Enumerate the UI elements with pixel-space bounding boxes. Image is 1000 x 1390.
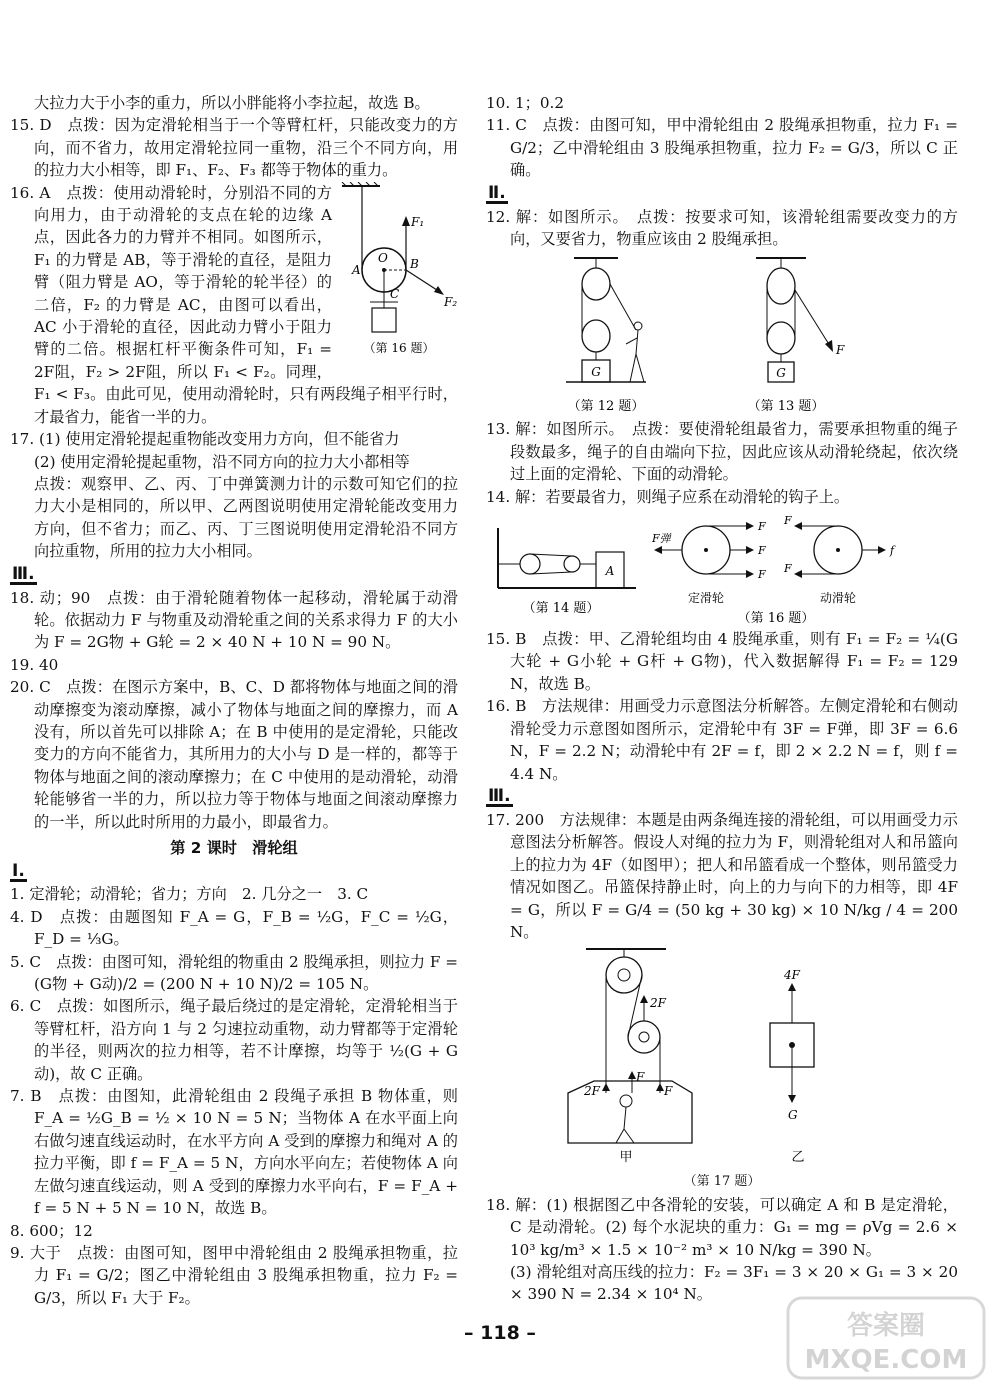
text-line: 大拉力大于小李的重力，所以小胖能将小李拉起，故选 B。 [34, 94, 430, 112]
label-dong: 动滑轮 [819, 591, 857, 606]
label-O: O [378, 250, 388, 265]
figure-12 [566, 258, 646, 414]
answer-10: 10. 1；0.2 [486, 94, 564, 112]
answer-19: 19. 40 [10, 655, 59, 674]
answer-17-3: 点拨：观察甲、乙、丙、丁中弹簧测力计的示数可知它们的拉力大小是相同的，所以甲、乙两图说明使用定滑轮能改变用力方向，但不省力；而乙、丙、丁三图说明使用定滑轮沿不同方向拉重物，所用的拉力大小相同。 [34, 474, 458, 561]
figure-14-caption: （第 14 题） [522, 601, 600, 617]
figure-16-caption: （第 16 题） [363, 340, 435, 355]
page-number: – 118 – [464, 1322, 536, 1344]
answer-13: 13. 解：如图所示。 点拨：要使滑轮组最省力，需要承担物重的绳子段数最多，绳子的自由端向下拉，因此应该从动滑轮绕起，依次绕过上面的定滑轮、下面的动滑轮。 [486, 420, 958, 484]
svg-text:F: F [758, 520, 766, 534]
answer-17-2: (2) 使用定滑轮提起重物，沿不同方向的拉力大小都相等 [34, 452, 410, 471]
answer-6: 6. C 点拨：如图所示，绳子最后绕过的是定滑轮，定滑轮相当于等臂杠杆，沿方向 1 与 2 匀速拉动重物，动力臂都等于定滑轮的半径，则两次的拉力相等，若不计摩擦，均等于 ½(G + G动)，故 C 正确。 [10, 997, 458, 1083]
answer-5: 5. C 点拨：由图可知，滑轮组的物重由 2 股绳承担，则拉力 F = (G物 + G动)/2 = (200 N + 10 N)/2 = 105 N。 [10, 952, 458, 994]
svg-text:F: F [664, 1084, 673, 1099]
fig12-G: G [591, 365, 601, 380]
lesson-title: 第 2 课时 滑轮组 [170, 839, 298, 857]
section-marker-1: Ⅰ. [12, 860, 25, 881]
watermark-logo [786, 1296, 986, 1380]
label-A: A [352, 262, 361, 277]
answer-17-r: 17. 200 方法规律：本题是由两条绳连接的滑轮组，可以用画受力示意图法分析解答。假设人对绳的拉力为 F，则滑轮组对人和吊篮向上的拉力为 4F（如图甲）；把人和吊篮看成一个整体，则吊篮受力情况如图乙。吊篮保持静止时，向上的力与向下的力相等，即 4F = G，所以 F = G/4 = (50 kg + 30 kg) × 10 N/kg / 4 = 200 N。 [486, 810, 958, 941]
svg-text:答案圈: 答案圈 [846, 1311, 926, 1341]
figure-13-caption: （第 13 题） [747, 399, 825, 415]
figures-12-13 [486, 250, 958, 418]
figure-17 [486, 943, 958, 1171]
figure-17-caption: （第 17 题） [683, 1174, 761, 1190]
svg-text:F: F [758, 544, 766, 558]
section-marker-2: Ⅱ. [488, 183, 506, 204]
pulley-diagram-16 [340, 182, 458, 358]
answer-16-block [10, 182, 458, 428]
answer-16: 16. A 点拨：使用动滑轮时，分别沿不同的方向用力，由于动滑轮的支点在轮的边缘 A 点，因此各力的力臂并不相同。如图所示，F₁ 的力臂是 AB，等于滑轮的直径，是阻力臂（阻力臂是 AO，等于滑轮的轮半径）的二倍，F₂ 的力臂是 AC，由图可以看出，AC 小于滑轮的直径，因此动力臂小于阻力臂的二倍。根据杠杆平衡条件可知，F₁ = 2F阻，F₂ > 2F阻，所以 F₁ < F₂。同理，F₁ < F₃。由此可见，使用动滑轮时，只有两段绳子相平行时，才最省力，能省一半的力。 [10, 183, 458, 426]
label-F2: F₂ [444, 294, 458, 309]
answer-18-r-2: (3) 滑轮组对高压线的拉力：F₂ = 3F₁ = 3 × 20 × G₁ = 3 × 20 × 390 N = 2.34 × 10⁴ N。 [510, 1262, 958, 1304]
label-ding: 定滑轮 [687, 591, 725, 606]
answer-9: 9. 大于 点拨：由图可知，图甲中滑轮组由 2 股绳承担物重，拉力 F₁ = G/2；图乙中滑轮组由 3 股绳承担物重，拉力 F₂ = G/3，所以 F₁ 大于 F₂。 [10, 1243, 458, 1307]
label-jia: 甲 [619, 1150, 633, 1166]
svg-text:G: G [788, 1108, 798, 1123]
svg-text:MXQE.COM: MXQE.COM [804, 1345, 968, 1375]
answer-1-3: 1. 定滑轮；动滑轮；省力；方向 2. 几分之一 3. C [10, 885, 369, 904]
label-C: C [390, 286, 400, 301]
figure-13 [748, 258, 845, 414]
answer-8: 8. 600；12 [10, 1221, 93, 1240]
right-column [486, 92, 958, 1306]
answer-12: 12. 解：如图所示。 点拨：按要求可知，该滑轮组需要改变力的方向，又要省力，物重应该由 2 股绳承担。 [486, 207, 958, 249]
answer-11: 11. C 点拨：由图可知，甲中滑轮组由 2 股绳承担物重，拉力 F₁ = G/2；乙中滑轮组由 3 股绳承担物重，拉力 F₂ = G/3，所以 C 正确。 [486, 116, 958, 180]
figure-12-caption: （第 12 题） [567, 399, 645, 415]
figure-16 [340, 182, 458, 358]
fig14-A: A [605, 564, 615, 579]
figure-16-force [651, 514, 896, 626]
answer-16-r: 16. B 方法规律：用画受力示意图法分析解答。左侧定滑轮和右侧动滑轮受力示意图如图所示，定滑轮中有 3F = F弹，即 3F = 6.6 N，F = 2.2 N；动滑轮中有 2F = f，即 2 × 2.2 N = f，则 f = 4.4 N。 [486, 697, 958, 783]
label-yi: 乙 [791, 1150, 805, 1166]
fig13-G: G [776, 366, 786, 381]
figure-16-caption-right: （第 16 题） [737, 611, 815, 627]
answer-7: 7. B 点拨：由图知，此滑轮组由 2 段绳子承担 B 物体重，则 F_A = ½G_B = ½ × 10 N = 5 N；当物体 A 在水平面上向右做匀速直线运动时，在水平方向 A 受到的摩擦力和绳对 A 的拉力平衡，即 f = F_A = 5 N，方向水平向左；若使物体 A 向左做匀速直线运动，则 A 受到的摩擦力水平向右，F = F_A + f = 5 N + 5 N = 10 N，故选 B。 [10, 1087, 458, 1218]
left-column [10, 92, 458, 1309]
section-marker-3: Ⅲ. [12, 564, 35, 585]
svg-text:2F: 2F [650, 996, 666, 1011]
answer-20: 20. C 点拨：在图示方案中，B、C、D 都将物体与地面之间的滑动摩擦变为滚动摩擦，减小了物体与地面之间的摩擦力，而 A 没有，所以首先可以排除 A；在 B 中使用的是定滑轮，只能改变力的方向不能省力，其所用力的大小与 D 是一样的，都等于物体与地面之间的滚动摩擦力；在 C 中使用的是动滑轮，动滑轮能够省一半的力，所以拉力等于物体与地面之间滚动摩擦力的一半，所以此时所用的力最小，即最省力。 [10, 678, 458, 831]
figure-14 [498, 528, 636, 616]
answer-15: 15. D 点拨：因为定滑轮相当于一个等臂杠杆，只能改变力的方向，而不省力，故用定滑轮拉同一重物，沿三个不同方向，用的拉力大小相等，即 F₁、F₂、F₃ 都等于物体的重力。 [10, 116, 458, 180]
answer-18: 18. 动；90 点拨：由于滑轮随着物体一起移动，滑轮属于动滑轮。依据动力 F 与物重及动滑轮重之间的关系求得力 F 的大小为 F = 2G物 + G轮 = 2 × 40 N + 10 N = 90 N。 [10, 588, 458, 652]
figures-14-16 [486, 508, 958, 628]
answer-4: 4. D 点拨：由题图知 F_A = G，F_B = ½G，F_C = ½G，F_D = ⅓G。 [10, 907, 458, 949]
fig16-f: f [890, 544, 895, 558]
answer-14: 14. 解：若要最省力，则绳子应系在动滑轮的钩子上。 [486, 487, 850, 506]
svg-text:F: F [758, 568, 766, 582]
label-F1: F₁ [411, 214, 425, 229]
svg-text:4F: 4F [784, 968, 800, 983]
label-B: B [410, 256, 419, 271]
svg-text:2F: 2F [584, 1084, 600, 1099]
fig13-F: F [836, 343, 845, 358]
answer-18-r-1: 18. 解：(1) 根据图乙中各滑轮的安装，可以确定 A 和 B 是定滑轮，C 是动滑轮。(2) 每个水泥块的重力：G₁ = mg = ρVg = 2.6 × 10³ kg/m³ × 1.5 × 10⁻² m³ × 10 N/kg = 390 N。 [486, 1195, 958, 1259]
svg-text:F: F [784, 514, 792, 528]
fig16-F-spring: F弹 [652, 532, 671, 546]
answer-15-r: 15. B 点拨：甲、乙滑轮组均由 4 股绳承重，则有 F₁ = F₂ = ¼(G大轮 + G小轮 + G杆 + G物)，代入数据解得 F₁ = F₂ = 129 N，故选 B。 [486, 630, 958, 693]
section-marker-3-right: Ⅲ. [488, 786, 511, 807]
svg-text:F: F [784, 562, 792, 576]
answer-17-1: 17. (1) 使用定滑轮提起重物能改变用力方向，但不能省力 [10, 430, 400, 449]
svg-text:F: F [636, 1070, 645, 1085]
